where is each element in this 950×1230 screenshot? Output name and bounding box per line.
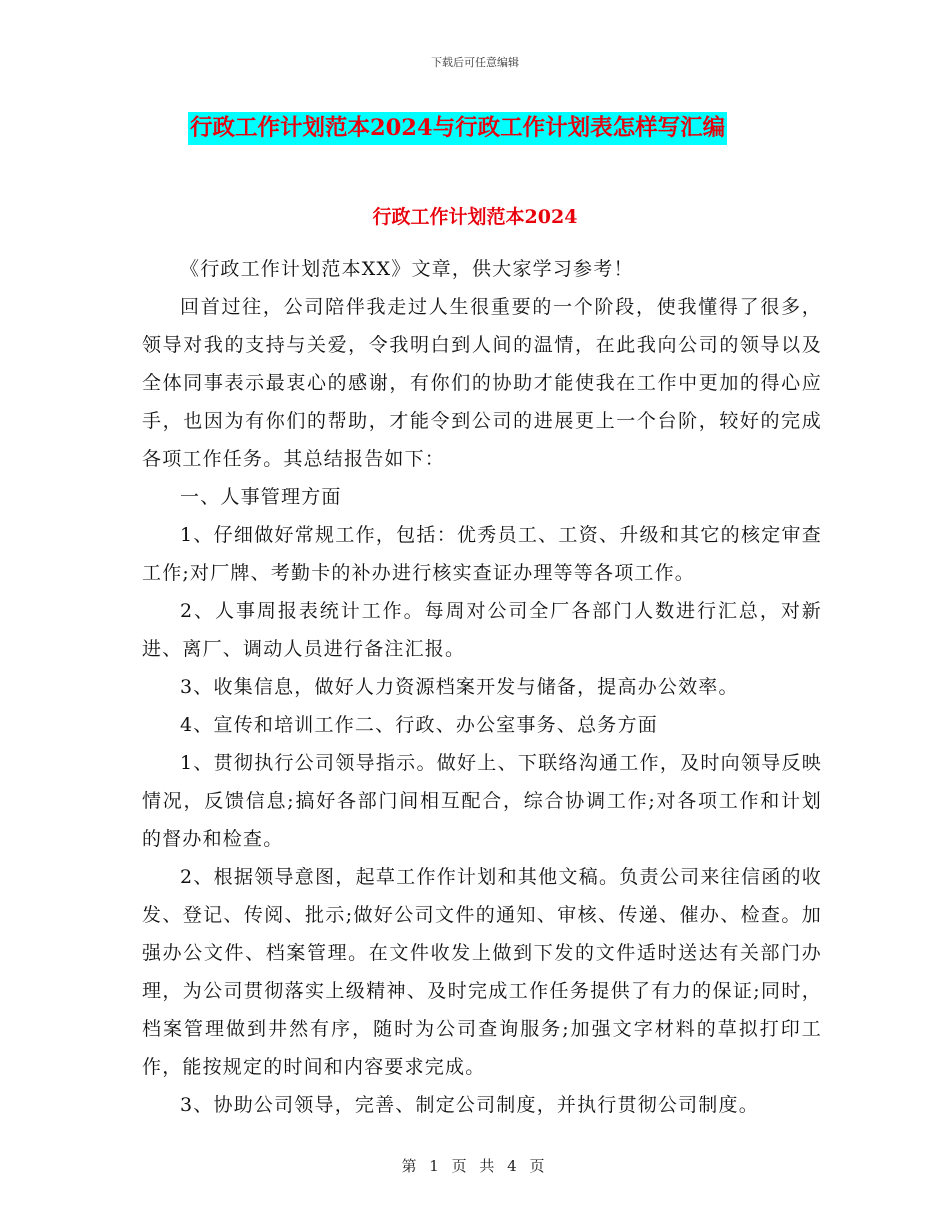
document-body bbox=[142, 222, 822, 1124]
header-note: 下载后可任意编辑 bbox=[431, 56, 519, 69]
main-title: 行政工作计划范本2024与行政工作计划表怎样写汇编 bbox=[188, 112, 727, 145]
paragraph-review: 回首过往，公司陪伴我走过人生很重要的一个阶段，使我懂得了很多，领导对我的支持与关爱，令我明白到人间的温情，在此我向公司的领导以及全体同事表示最衷心的感谢，有你们的协助才能使我在工作中更加的得心应手，也因为有你们的帮助，才能令到公司的进展更上一个台阶，较好的完成各项工作任务。其总结报告如下： bbox=[142, 296, 822, 470]
paragraph-item: 1、仔细做好常规工作，包括：优秀员工、工资、升级和其它的核定审查工作;对厂牌、考勤卡的补办进行核实查证办理等等各项工作。 bbox=[142, 524, 822, 584]
paragraph-item: 2、人事周报表统计工作。每周对公司全厂各部门人数进行汇总，对新进、离厂、调动人员进行备注汇报。 bbox=[142, 600, 822, 660]
paragraph-intro: 《行政工作计划范本XX》文章，供大家学习参考！ bbox=[180, 258, 634, 280]
page-footer: 第 1 页 共 4 页 bbox=[401, 1157, 549, 1175]
main-title-container bbox=[188, 112, 727, 145]
paragraph-item: 2、根据领导意图，起草工作作计划和其他文稿。负责公司来往信函的收发、登记、传阅、批示;做好公司文件的通知、审核、传递、催办、检查。加强办公文件、档案管理。在文件收发上做到下发的文件适时送达有关部门办理，为公司贯彻落实上级精神、及时完成工作任务提供了有力的保证;同时，档案管理做到井然有序，随时为公司查询服务;加强文字材料的草拟打印工作，能按规定的时间和内容要求完成。 bbox=[142, 866, 822, 1078]
paragraph-item: 3、收集信息，做好人力资源档案开发与储备，提高办公效率。 bbox=[180, 676, 739, 698]
paragraph-heading-hr: 一、人事管理方面 bbox=[180, 486, 342, 508]
paragraph-item: 4、宣传和培训工作二、行政、办公室事务、总务方面 bbox=[180, 714, 658, 736]
paragraph-item: 1、贯彻执行公司领导指示。做好上、下联络沟通工作，及时向领导反映情况，反馈信息;搞好各部门间相互配合，综合协调工作;对各项工作和计划的督办和检查。 bbox=[142, 752, 822, 850]
paragraph-item: 3、协助公司领导，完善、制定公司制度，并执行贯彻公司制度。 bbox=[180, 1094, 759, 1116]
section-title: 行政工作计划范本2024 bbox=[372, 206, 578, 228]
